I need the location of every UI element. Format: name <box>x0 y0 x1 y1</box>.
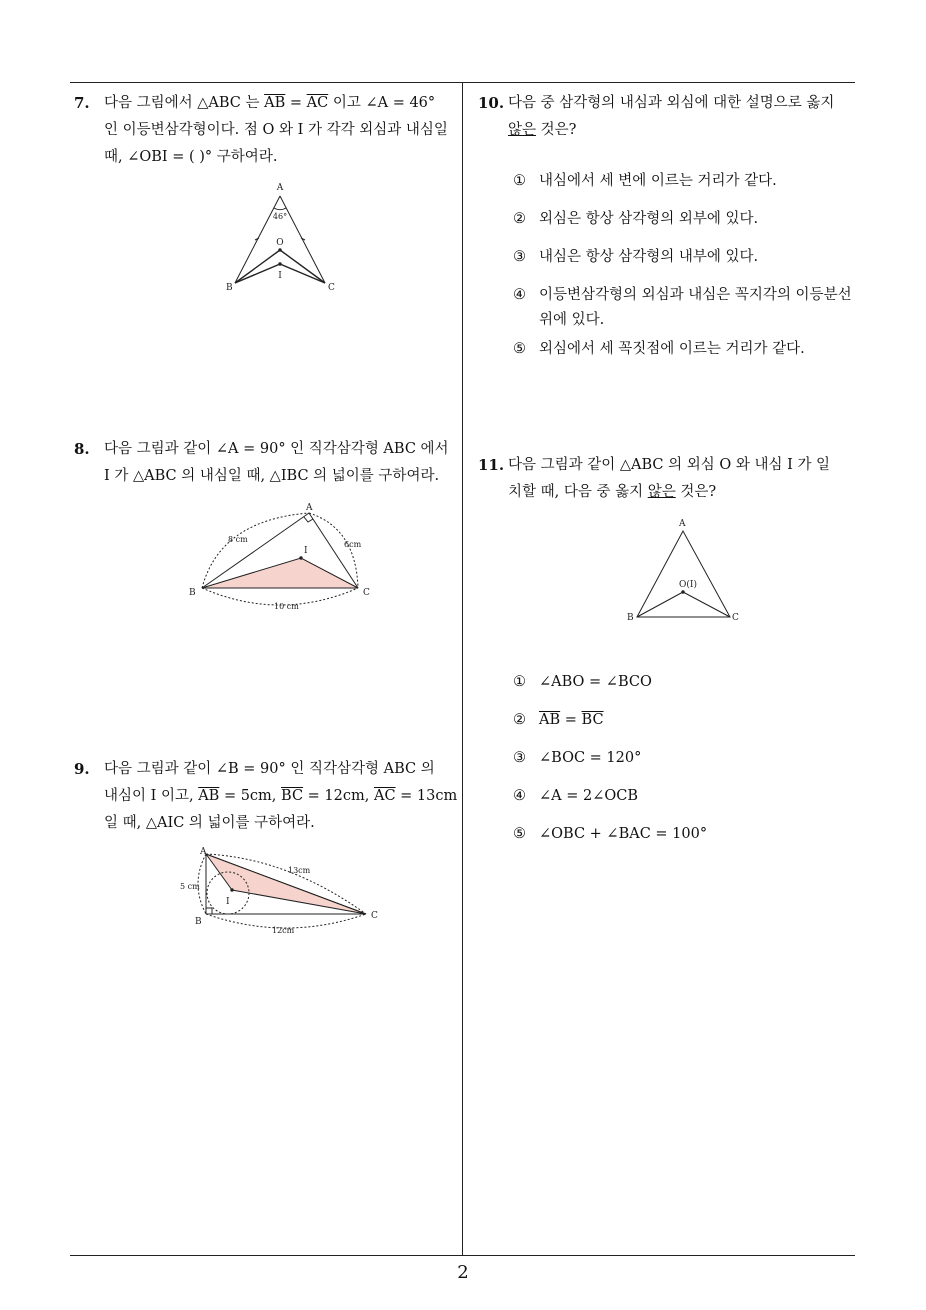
fig-label-c: C <box>363 588 370 598</box>
option-2[interactable]: ② $\overline{AB} = \overline{BC}$ <box>513 712 604 728</box>
page-number: 2 <box>457 1262 469 1283</box>
question-7 <box>74 90 459 171</box>
question-number: 11. <box>478 456 505 474</box>
fig-label-i: I <box>278 271 282 281</box>
fig-length-ac: 6cm <box>344 540 362 549</box>
question-8 <box>74 436 459 490</box>
question-number: 8. <box>74 440 90 458</box>
option-5[interactable]: ⑤ 외심에서 세 꼭짓점에 이르는 거리가 같다. <box>513 341 805 357</box>
question-text: 다음 그림에서 △ABC 는 $\overline{AB} = \overline{AC}$ 이고 ∠A = 46° 인 이등변삼각형이다. 점 O 와 I 가 각각 외심과 내심일 때, ∠OBI = ( )° 구하여라. <box>104 95 448 165</box>
fig-angle-label: 46° <box>272 212 288 221</box>
fig-label-a: A <box>276 183 284 193</box>
fig-length-bc: 12cm <box>272 926 295 935</box>
fig-length-ab: 8 cm <box>228 535 248 544</box>
bottom-rule <box>70 1255 855 1256</box>
option-1[interactable]: ① ∠ABO = ∠BCO <box>513 674 652 690</box>
fig-label-c: C <box>328 283 335 293</box>
fig-label-a: A <box>679 519 686 529</box>
q8-figure <box>180 498 380 618</box>
question-number: 7. <box>74 94 90 112</box>
fig-label-i: I <box>226 897 230 907</box>
option-1[interactable]: ① 내심에서 세 변에 이르는 거리가 같다. <box>513 173 777 189</box>
q9-figure <box>178 842 383 937</box>
column-divider <box>462 82 463 1256</box>
fig-label-b: B <box>189 588 196 598</box>
fig-label-o: O <box>276 238 284 248</box>
option-4[interactable]: ④ ∠A = 2∠OCB <box>513 788 639 804</box>
fig-label-i: I <box>304 546 308 556</box>
fig-label-a: A <box>200 847 207 857</box>
question-text: 다음 그림과 같이 ∠B = 90° 인 직각삼각형 ABC 의 내심이 I 이고, $\overline{AB} = 5cm$, $\overline{BC} = 12cm$, $\overline{AC} = 13cm$ 일 때, △AIC 의 넓이를 구하여라. <box>104 761 458 831</box>
question-text: 다음 그림과 같이 △ABC 의 외심 O 와 내심 I 가 일 치할 때, 다음 중 옳지 않은 것은? <box>508 457 831 500</box>
q7-figure <box>215 178 345 296</box>
option-2[interactable]: ② 외심은 항상 삼각형의 외부에 있다. <box>513 211 759 227</box>
q11-options <box>513 670 855 860</box>
fig-label-b: B <box>195 917 202 927</box>
option-4[interactable]: ④ 이등변삼각형의 외심과 내심은 꼭지각의 이등분선 위에 있다. <box>513 287 852 328</box>
fig-length-bc: 10 cm <box>274 602 299 611</box>
question-10 <box>478 90 860 144</box>
fig-label-b: B <box>226 283 233 293</box>
option-3[interactable]: ③ ∠BOC = 120° <box>513 750 642 766</box>
question-9 <box>74 756 459 837</box>
fig-label-c: C <box>371 911 378 921</box>
question-text: 다음 그림과 같이 ∠A = 90° 인 직각삼각형 ABC 에서 I 가 △ABC 의 내심일 때, △IBC 의 넓이를 구하여라. <box>104 441 449 484</box>
fig-length-ac: 13cm <box>288 866 311 875</box>
q10-options <box>513 169 855 375</box>
fig-label-a: A <box>306 503 313 513</box>
option-3[interactable]: ③ 내심은 항상 삼각형의 내부에 있다. <box>513 249 759 265</box>
fig-label-c: C <box>732 613 739 623</box>
question-text: 다음 중 삼각형의 내심과 외심에 대한 설명으로 옳지 않은 것은? <box>508 95 835 138</box>
option-5[interactable]: ⑤ ∠OBC + ∠BAC = 100° <box>513 826 708 842</box>
question-number: 10. <box>478 94 505 112</box>
question-11 <box>478 452 860 506</box>
fig-label-b: B <box>627 613 634 623</box>
fig-label-o: O(I) <box>679 580 697 590</box>
question-number: 9. <box>74 760 90 778</box>
fig-length-ab: 5 cm <box>180 882 200 891</box>
q11-figure <box>622 513 747 625</box>
